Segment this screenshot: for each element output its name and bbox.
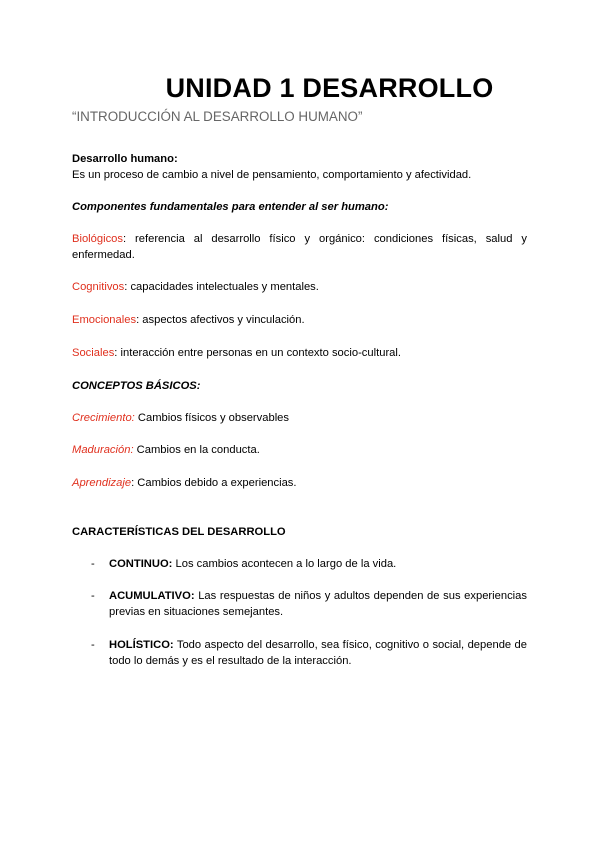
characteristic-item-holistico: [72, 637, 527, 669]
characteristics-heading: CARACTERÍSTICAS DEL DESARROLLO: [72, 526, 286, 538]
document-title: UNIDAD 1 DESARROLLO: [165, 73, 494, 103]
document-page: [72, 70, 527, 669]
component-text: : interacción entre personas en un contexto socio-cultural.: [114, 347, 401, 359]
characteristic-term: HOLÍSTICO:: [109, 639, 174, 651]
components-heading: Componentes fundamentales para entender al ser humano:: [72, 201, 389, 213]
concept-text: : Cambios debido a experiencias.: [131, 477, 297, 489]
component-text: : referencia al desarrollo físico y orgánico: condiciones físicas, salud y enfermedad.: [72, 233, 527, 261]
component-text: : capacidades intelectuales y mentales.: [124, 281, 319, 293]
characteristic-text: Los cambios acontecen a lo largo de la vida.: [172, 558, 397, 570]
concept-term: Aprendizaje: [72, 477, 132, 489]
concept-item-crecimiento: [72, 410, 527, 426]
document-subtitle: “INTRODUCCIÓN AL DESARROLLO HUMANO”: [72, 109, 363, 124]
definition-heading: Desarrollo humano:: [72, 153, 178, 165]
components-list: [72, 231, 527, 361]
component-term: Sociales: [72, 347, 115, 359]
definition-block: [72, 151, 527, 183]
list-dash: -: [91, 639, 95, 651]
component-term: Emocionales: [72, 314, 137, 326]
characteristic-item-acumulativo: [72, 588, 527, 620]
characteristic-text: Las respuestas de niños y adultos dependen de sus experiencias previas en situaciones semejantes.: [109, 590, 527, 618]
concepts-heading: CONCEPTOS BÁSICOS:: [72, 380, 201, 392]
concept-text: Cambios en la conducta.: [133, 444, 260, 456]
characteristic-text: Todo aspecto del desarrollo, sea físico, cognitivo o social, depende de todo lo demás y es el resultado de la interacción.: [109, 639, 527, 667]
list-dash: -: [91, 590, 95, 602]
component-item-sociales: [72, 345, 527, 361]
component-item-emocionales: [72, 312, 527, 328]
component-term: Biológicos: [72, 233, 123, 245]
concept-term: Crecimiento:: [72, 412, 135, 424]
definition-text: Es un proceso de cambio a nivel de pensamiento, comportamiento y afectividad.: [72, 169, 472, 181]
characteristic-term: ACUMULATIVO:: [109, 590, 195, 602]
component-term: Cognitivos: [72, 281, 125, 293]
characteristics-list: [72, 556, 527, 669]
concepts-list: [72, 410, 527, 491]
concept-term: Maduración:: [72, 444, 134, 456]
concept-item-maduracion: [72, 442, 527, 458]
component-item-cognitivos: [72, 279, 527, 295]
component-text: : aspectos afectivos y vinculación.: [136, 314, 305, 326]
concept-text: Cambios físicos y observables: [134, 412, 289, 424]
characteristic-term: CONTINUO:: [109, 558, 173, 570]
component-item-biologicos: [72, 231, 527, 263]
list-dash: -: [91, 558, 95, 570]
concept-item-aprendizaje: [72, 475, 527, 491]
characteristic-item-continuo: [72, 556, 527, 572]
